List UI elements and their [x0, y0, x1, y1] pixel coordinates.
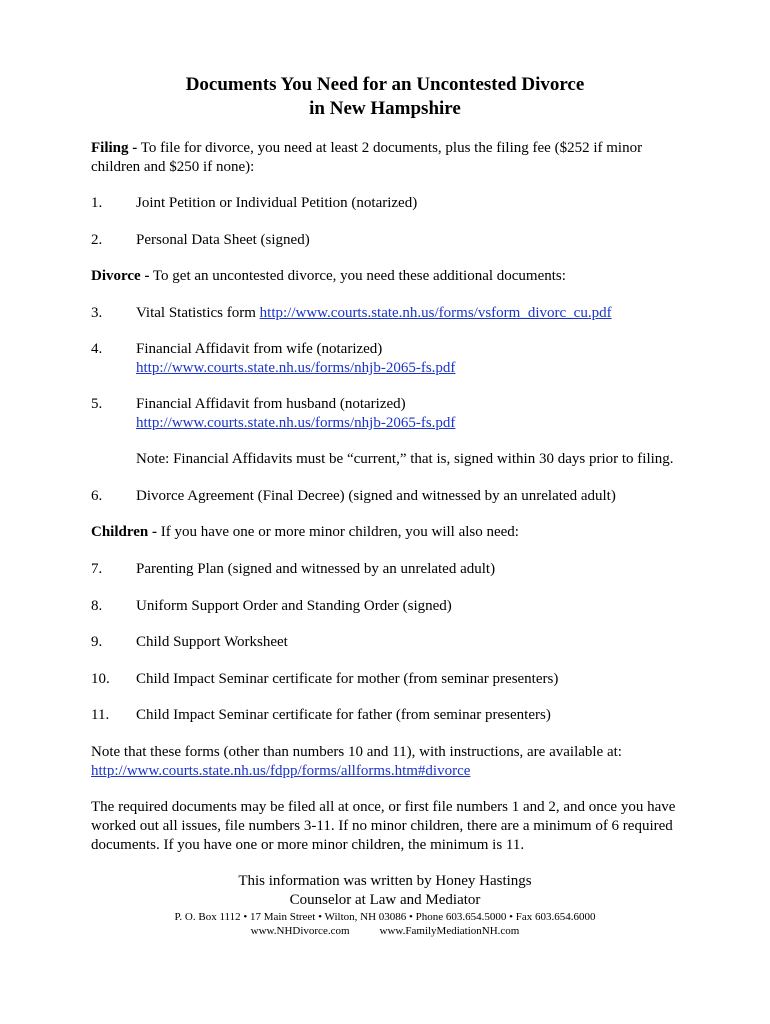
forms-note-paragraph — [91, 743, 691, 781]
item-text: Parenting Plan (signed and witnessed by an unrelated adult) — [136, 561, 496, 577]
item-number: 10. — [91, 671, 110, 687]
footer-address: P. O. Box 1112 • 17 Main Street • Wilton, NH 03086 • Phone 603.654.5000 • Fax 603.654.6000 — [174, 911, 596, 923]
divorce-label: Divorce - — [91, 268, 150, 284]
item-number: 2. — [91, 232, 103, 248]
footer-websites — [0, 924, 770, 938]
title-line-2: in New Hampshire — [309, 98, 461, 119]
note-text: Note: Financial Affidavits must be “current,” that is, signed within 30 days prior to filing. — [136, 451, 674, 467]
item-number: 6. — [91, 488, 103, 504]
item-text — [136, 395, 696, 433]
footer-site-nhdivorce[interactable]: www.NHDivorce.com — [250, 925, 350, 937]
required-documents-paragraph: The required documents may be filed all at once, or first file numbers 1 and 2, and once you have worked out all issues, file numbers 3-11. If no minor children, there are a minimum of 6 required documents. If you have one or more minor children, the minimum is 11. — [91, 799, 676, 853]
item-text — [136, 304, 696, 323]
document-title — [0, 73, 770, 121]
item-number: 1. — [91, 195, 103, 211]
filing-text: To file for divorce, you need at least 2 documents, plus the filing fee ($252 if minor children and $250 if none): — [91, 140, 643, 175]
item-text — [136, 340, 696, 378]
item-text: Child Impact Seminar certificate for father (from seminar presenters) — [136, 707, 551, 723]
item-number: 11. — [91, 707, 110, 723]
item-text: Uniform Support Order and Standing Order (signed) — [136, 598, 452, 614]
item-text: Joint Petition or Individual Petition (notarized) — [136, 195, 418, 211]
filing-label: Filing - — [91, 140, 138, 156]
footer-author: This information was written by Honey Hastings — [238, 873, 532, 889]
financial-affidavit-husband-link[interactable]: http://www.courts.state.nh.us/forms/nhjb-2065-fs.pdf — [136, 415, 456, 431]
item-number: 7. — [91, 561, 103, 577]
item-text-label: Vital Statistics form — [136, 305, 260, 321]
financial-affidavit-wife-link[interactable]: http://www.courts.state.nh.us/forms/nhjb-2065-fs.pdf — [136, 360, 456, 376]
item-number: 5. — [91, 396, 103, 412]
item-number: 8. — [91, 598, 103, 614]
filing-paragraph — [91, 139, 691, 177]
item-text-label: Financial Affidavit from husband (notarized) — [136, 396, 406, 412]
footer — [0, 872, 770, 938]
vital-statistics-link[interactable]: http://www.courts.state.nh.us/forms/vsform_divorc_cu.pdf — [259, 305, 612, 321]
item-text: Child Support Worksheet — [136, 634, 288, 650]
children-label: Children - — [91, 524, 157, 540]
item-number: 3. — [91, 305, 103, 321]
item-text: Personal Data Sheet (signed) — [136, 232, 310, 248]
divorce-text: To get an uncontested divorce, you need these additional documents: — [149, 268, 566, 284]
title-line-1: Documents You Need for an Uncontested Divorce — [185, 74, 585, 95]
all-forms-link[interactable]: http://www.courts.state.nh.us/fdpp/forms/allforms.htm#divorce — [91, 763, 471, 779]
children-paragraph — [91, 523, 691, 542]
item-text-label: Financial Affidavit from wife (notarized) — [136, 341, 383, 357]
item-number: 9. — [91, 634, 103, 650]
divorce-paragraph — [91, 267, 691, 286]
children-text: If you have one or more minor children, you will also need: — [156, 524, 519, 540]
item-text: Divorce Agreement (Final Decree) (signed and witnessed by an unrelated adult) — [136, 488, 616, 504]
footer-role: Counselor at Law and Mediator — [289, 892, 481, 908]
footer-site-familymediation[interactable]: www.FamilyMediationNH.com — [379, 925, 520, 937]
forms-note-text: Note that these forms (other than numbers 10 and 11), with instructions, are available at: — [91, 744, 622, 760]
item-number: 4. — [91, 341, 103, 357]
item-text: Child Impact Seminar certificate for mother (from seminar presenters) — [136, 671, 559, 687]
